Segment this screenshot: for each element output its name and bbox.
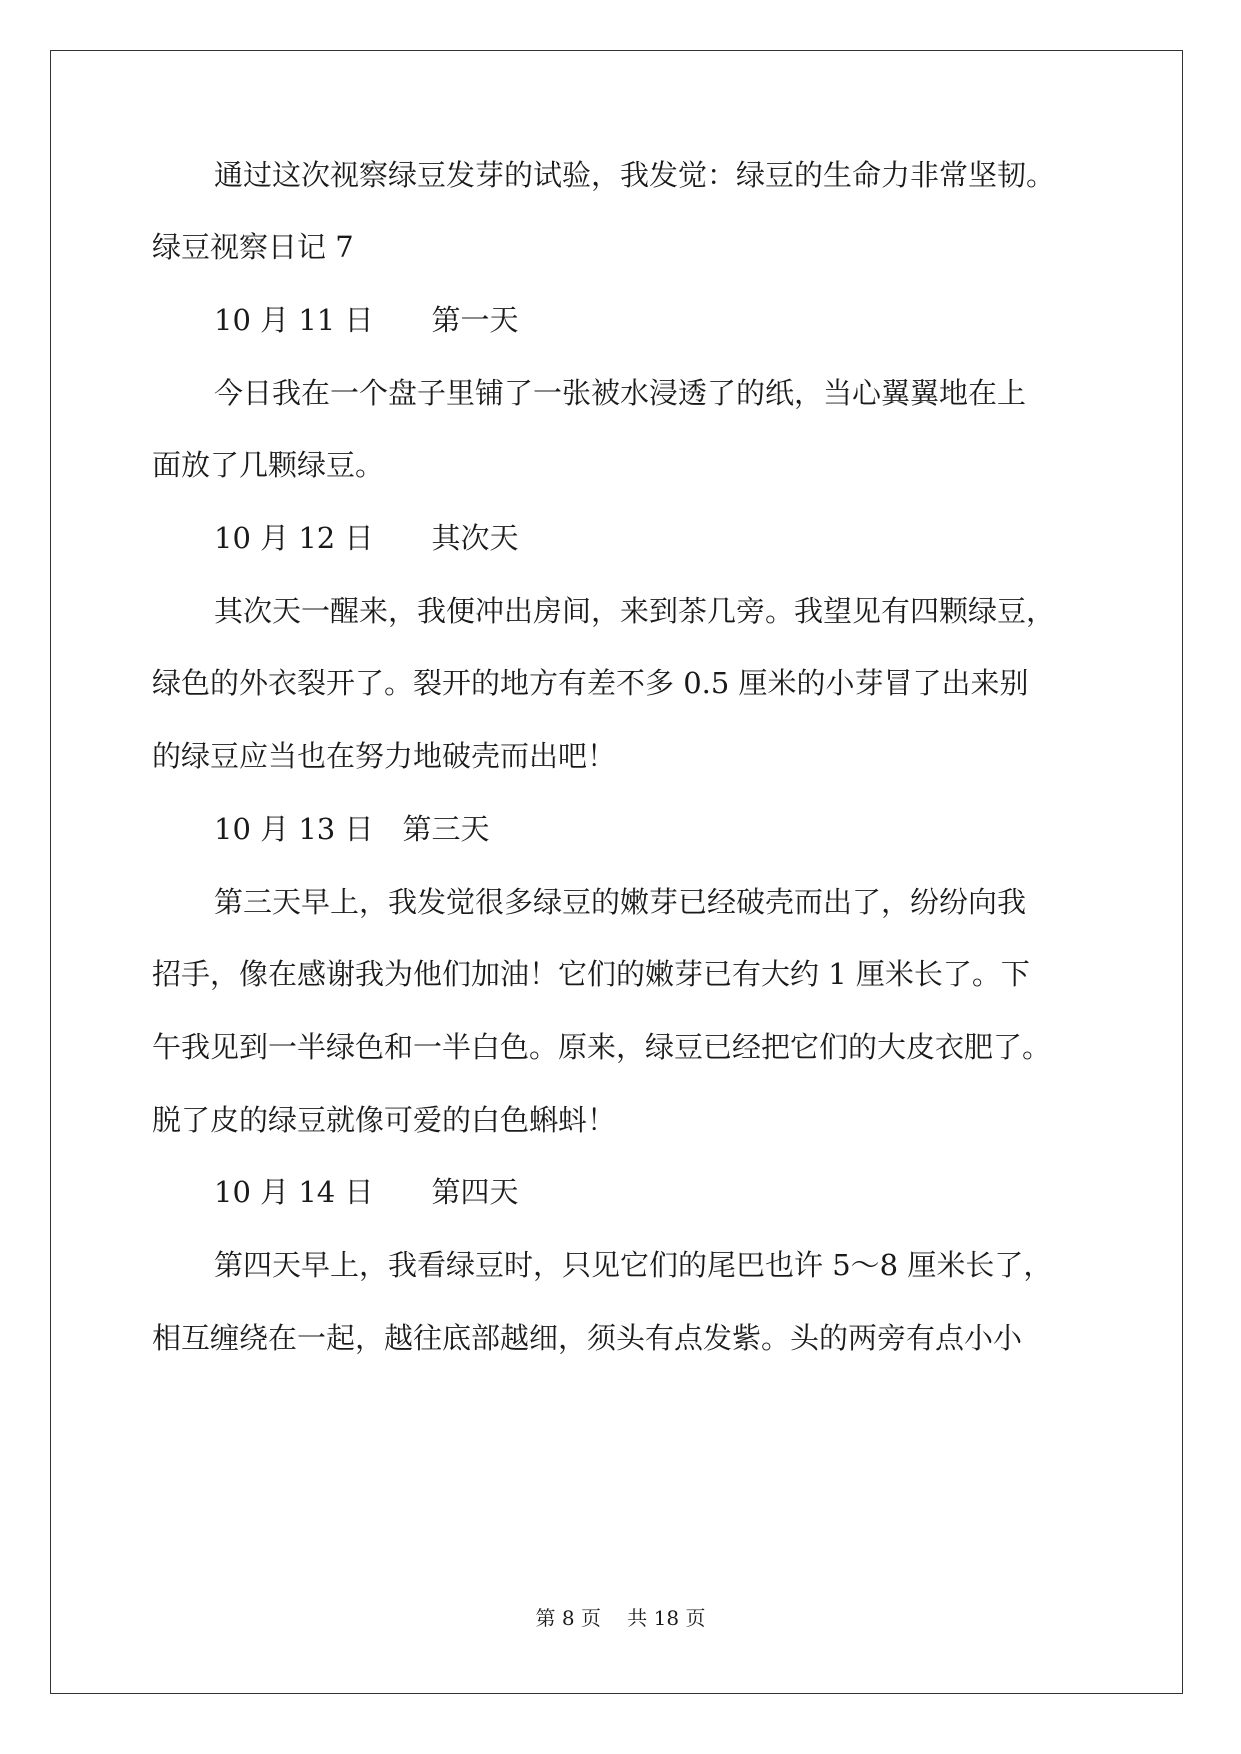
- text-line-15: 10 月 14 日 第四天: [214, 1175, 519, 1209]
- text-line-9: 的绿豆应当也在努力地破壳而出吧！: [152, 739, 617, 773]
- text-line-8: 绿色的外衣裂开了。裂开的地方有差不多 0.5 厘米的小芽冒了出来别: [152, 666, 1029, 700]
- text-line-3: 10 月 11 日 第一天: [214, 303, 519, 337]
- text-line-4: 今日我在一个盘子里铺了一张被水浸透了的纸，当心翼翼地在上: [214, 376, 1027, 410]
- text-line-14: 脱了皮的绿豆就像可爱的白色蝌蚪！: [152, 1103, 617, 1137]
- text-line-7: 其次天一醒来，我便冲出房间，来到茶几旁。我望见有四颗绿豆，: [214, 594, 1056, 628]
- text-line-17: 相互缠绕在一起，越往底部越细，须头有点发紫。头的两旁有点小小: [152, 1321, 1023, 1355]
- text-line-1: 通过这次视察绿豆发芽的试验，我发觉：绿豆的生命力非常坚韧。: [214, 158, 1056, 192]
- text-line-13: 午我见到一半绿色和一半白色。原来，绿豆已经把它们的大皮衣肥了。: [152, 1030, 1052, 1064]
- text-line-2: 绿豆视察日记 7: [152, 230, 354, 264]
- page-number-footer: 第 8 页 共 18 页: [535, 1606, 706, 1630]
- text-line-16: 第四天早上，我看绿豆时，只见它们的尾巴也许 5～8 厘米长了，: [214, 1248, 1053, 1282]
- text-line-12: 招手，像在感谢我为他们加油！它们的嫩芽已有大约 1 厘米长了。下: [152, 957, 1030, 991]
- text-line-5: 面放了几颗绿豆。: [152, 448, 385, 482]
- text-line-6: 10 月 12 日 其次天: [214, 521, 519, 555]
- text-line-11: 第三天早上，我发觉很多绿豆的嫩芽已经破壳而出了，纷纷向我: [214, 885, 1027, 919]
- page-border: [50, 50, 1183, 1694]
- text-line-10: 10 月 13 日 第三天: [214, 812, 490, 846]
